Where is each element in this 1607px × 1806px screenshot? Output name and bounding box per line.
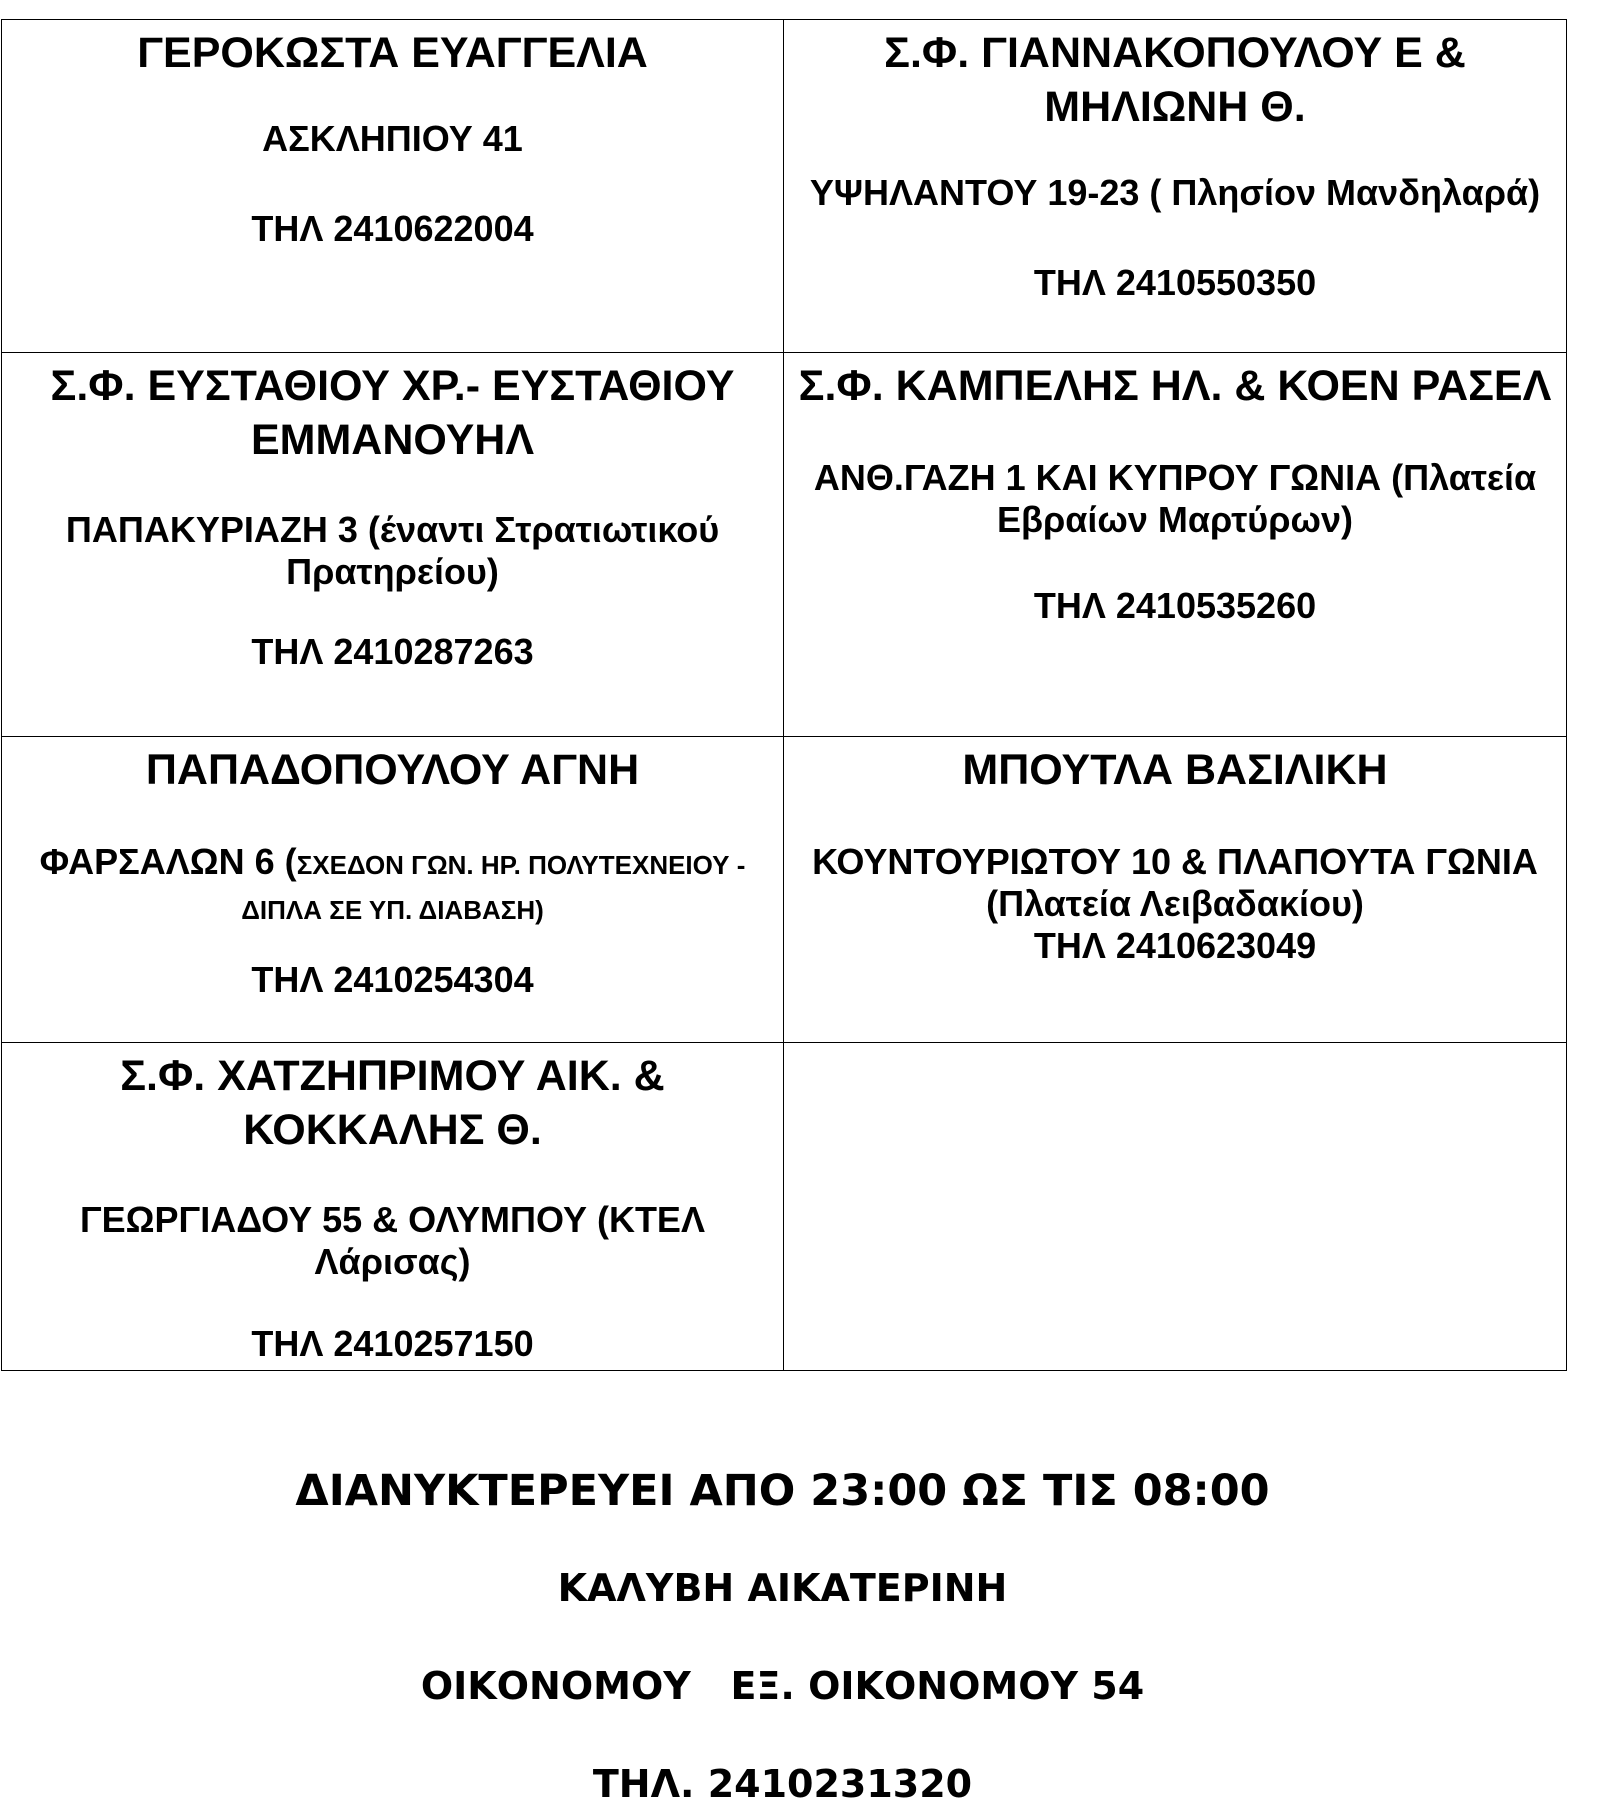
pharmacy-table xyxy=(1,19,1567,1371)
pharmacy-cell xyxy=(2,737,784,1043)
pharmacy-address: ΓΕΩΡΓΙΑΔΟΥ 55 & ΟΛΥΜΠΟΥ (ΚΤΕΛ Λάρισας) xyxy=(80,1199,705,1282)
pharmacy-phone: ΤΗΛ 2410254304 xyxy=(251,959,534,1000)
pharmacy-phone: ΤΗΛ 2410622004 xyxy=(251,208,534,249)
pharmacy-address: ΑΝΘ.ΓΑΖΗ 1 ΚΑΙ ΚΥΠΡΟΥ ΓΩΝΙΑ (Πλατεία Εβραίων Μαρτύρων) xyxy=(813,457,1537,540)
pharmacy-address-detail: ΣΧΕΔΟΝ ΓΩΝ. ΗΡ. ΠΟΛΥΤΕΧΝΕΙΟΥ - ΔΙΠΛΑ ΣΕ ΥΠ. ΔΙΑΒΑΣΗ) xyxy=(241,850,746,925)
pharmacy-phone: ΤΗΛ 2410535260 xyxy=(1033,585,1317,626)
pharmacy-name: ΓΕΡΟΚΩΣΤΑ ΕΥΑΓΓΕΛΙΑ xyxy=(137,29,648,77)
pharmacy-cell xyxy=(784,737,1567,1043)
pharmacy-cell xyxy=(784,20,1567,353)
night-duty-title: ΔΙΑΝΥΚΤΕΡΕΥΕΙ ΑΠΟ 23:00 ΩΣ ΤΙΣ 08:00 xyxy=(295,1466,1270,1516)
pharmacy-address: ΥΨΗΛΑΝΤΟΥ 19-23 ( Πλησίον Μανδηλαρά) xyxy=(809,172,1541,213)
pharmacy-cell xyxy=(2,1043,784,1371)
pharmacy-address: ΚΟΥΝΤΟΥΡΙΩΤΟΥ 10 & ΠΛΑΠΟΥΤΑ ΓΩΝΙΑ (Πλατεία Λειβαδακίου) xyxy=(812,841,1538,924)
pharmacy-name: ΠΑΠΑΔΟΠΟΥΛΟΥ ΑΓΝΗ xyxy=(145,746,640,794)
pharmacy-address: ΑΣΚΛΗΠΙΟΥ 41 xyxy=(262,118,523,159)
night-duty-address: ΟΙΚΟΝΟΜΟΥ ΕΞ. ΟΙΚΟΝΟΜΟΥ 54 xyxy=(420,1664,1145,1708)
pharmacy-name: Σ.Φ. ΚΑΜΠΕΛΗΣ ΗΛ. & ΚΟΕΝ ΡΑΣΕΛ xyxy=(798,362,1552,410)
pharmacy-phone: ΤΗΛ 2410550350 xyxy=(1033,262,1317,303)
pharmacy-name: ΜΠΟΥΤΛΑ ΒΑΣΙΛΙΚΗ xyxy=(962,746,1388,794)
pharmacy-address-main: ΦΑΡΣΑΛΩΝ 6 ( xyxy=(39,841,297,882)
pharmacy-phone: ΤΗΛ 2410287263 xyxy=(251,631,534,672)
pharmacy-name: Σ.Φ. ΓΙΑΝΝΑΚΟΠΟΥΛΟΥ Ε & ΜΗΛΙΩΝΗ Θ. xyxy=(884,29,1466,131)
pharmacy-name: Σ.Φ. ΕΥΣΤΑΘΙΟΥ ΧΡ.- ΕΥΣΤΑΘΙΟΥ ΕΜΜΑΝΟΥΗΛ xyxy=(50,362,735,464)
table-row xyxy=(2,1043,1567,1371)
night-duty-phone: ΤΗΛ. 2410231320 xyxy=(592,1762,973,1806)
table-row xyxy=(2,20,1567,353)
pharmacy-cell xyxy=(2,20,784,353)
table-row xyxy=(2,737,1567,1043)
pharmacy-address xyxy=(12,841,773,931)
night-duty-pharmacy-name: ΚΑΛΥΒΗ ΑΙΚΑΤΕΡΙΝΗ xyxy=(557,1566,1008,1610)
pharmacy-name: Σ.Φ. ΧΑΤΖΗΠΡΙΜΟΥ ΑΙΚ. & ΚΟΚΚΑΛΗΣ Θ. xyxy=(120,1052,665,1154)
table-row xyxy=(2,353,1567,737)
pharmacy-cell xyxy=(784,353,1567,737)
pharmacy-cell xyxy=(2,353,784,737)
pharmacy-phone: ΤΗΛ 2410257150 xyxy=(251,1323,534,1364)
pharmacy-phone: ΤΗΛ 2410623049 xyxy=(1033,925,1317,966)
empty-cell xyxy=(784,1043,1567,1371)
pharmacy-address: ΠΑΠΑΚΥΡΙΑΖΗ 3 (έναντι Στρατιωτικού Πρατηρείου) xyxy=(65,509,720,592)
